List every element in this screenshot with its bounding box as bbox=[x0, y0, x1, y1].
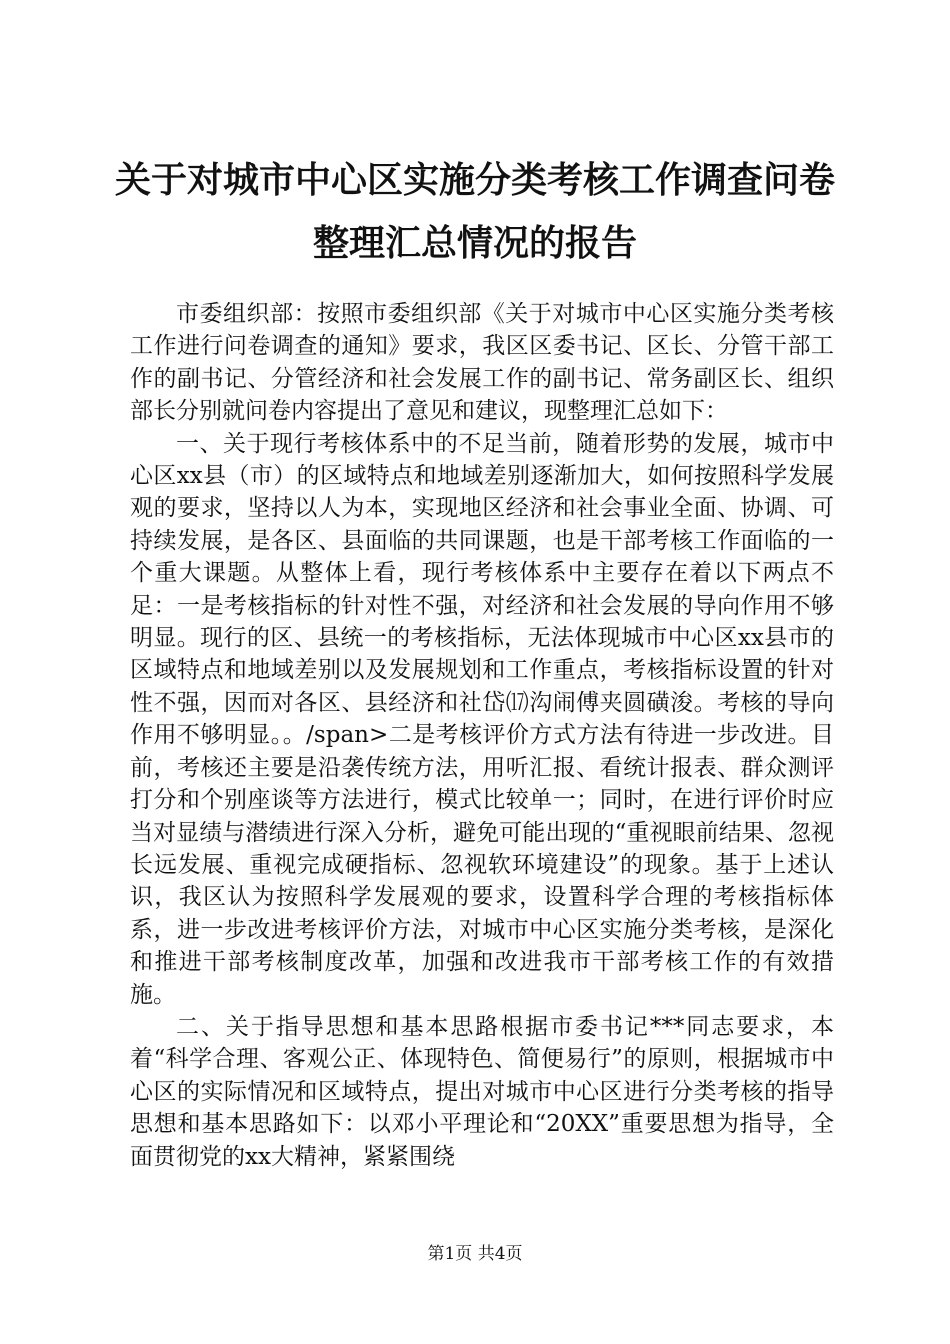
document-title-line-1: 关于对城市中心区实施分类考核工作调查问卷 bbox=[114, 159, 835, 201]
paragraph-section-1: 一、关于现行考核体系中的不足当前，随着形势的发展，城市中心区xx县（市）的区域特点和地域差别逐渐加大，如何按照科学发展观的要求，坚持以人为本，实现地区经济和社会事业全面、协调、可持续发展，是各区、县面临的共同课题，也是干部考核工作面临的一个重大课题。从整体上看，现行考核体系中主要存在着以下两点不足：一是考核指标的针对性不强，对经济和社会发展的导向作用不够明显。现行的区、县统一的考核指标，无法体现城市中心区xx县市的区域特点和地域差别以及发展规划和工作重点，考核指标设置的针对性不强，因而对各区、县经济和社岱⒄沟闹傅夹圆磺浚。考核的导向作用不够明显。。/span>二是考核评价方式方法有待进一步改进。目前，考核还主要是沿袭传统方法，用听汇报、看统计报表、群众测评打分和个别座谈等方法进行，模式比较单一；同时，在进行评价时应当对显绩与潜绩进行深入分析，避免可能出现的“重视眼前结果、忽视长远发展、重视完成硬指标、忽视软环境建设”的现象。基于上述认识，我区认为按照科学发展观的要求，设置科学合理的考核指标体系，进一步改进考核评价方法，对城市中心区实施分类考核，是深化和推进干部考核制度改革，加强和改进我市干部考核工作的有效措施。 bbox=[130, 430, 834, 1008]
paragraph-section-2: 二、关于指导思想和基本思路根据市委书记***同志要求，本着“科学合理、客观公正、体现特色、简便易行”的原则，根据城市中心区的实际情况和区域特点，提出对城市中心区进行分类考核的指导思想和基本思路如下：以邓小平理论和“20XX”重要思想为指导，全面贯彻党的xx大精神，紧紧围绕 bbox=[130, 1013, 834, 1170]
document-title-line-2: 整理汇总情况的报告 bbox=[312, 222, 637, 264]
page-number-footer: 第1页 共4页 bbox=[427, 1244, 523, 1264]
document-body bbox=[130, 298, 834, 1173]
paragraph-salutation: 市委组织部：按照市委组织部《关于对城市中心区实施分类考核工作进行问卷调查的通知》要求，我区区委书记、区长、分管干部工作的副书记、分管经济和社会发展工作的副书记、常务副区长、组织部长分别就问卷内容提出了意见和建议，现整理汇总如下： bbox=[130, 301, 834, 425]
